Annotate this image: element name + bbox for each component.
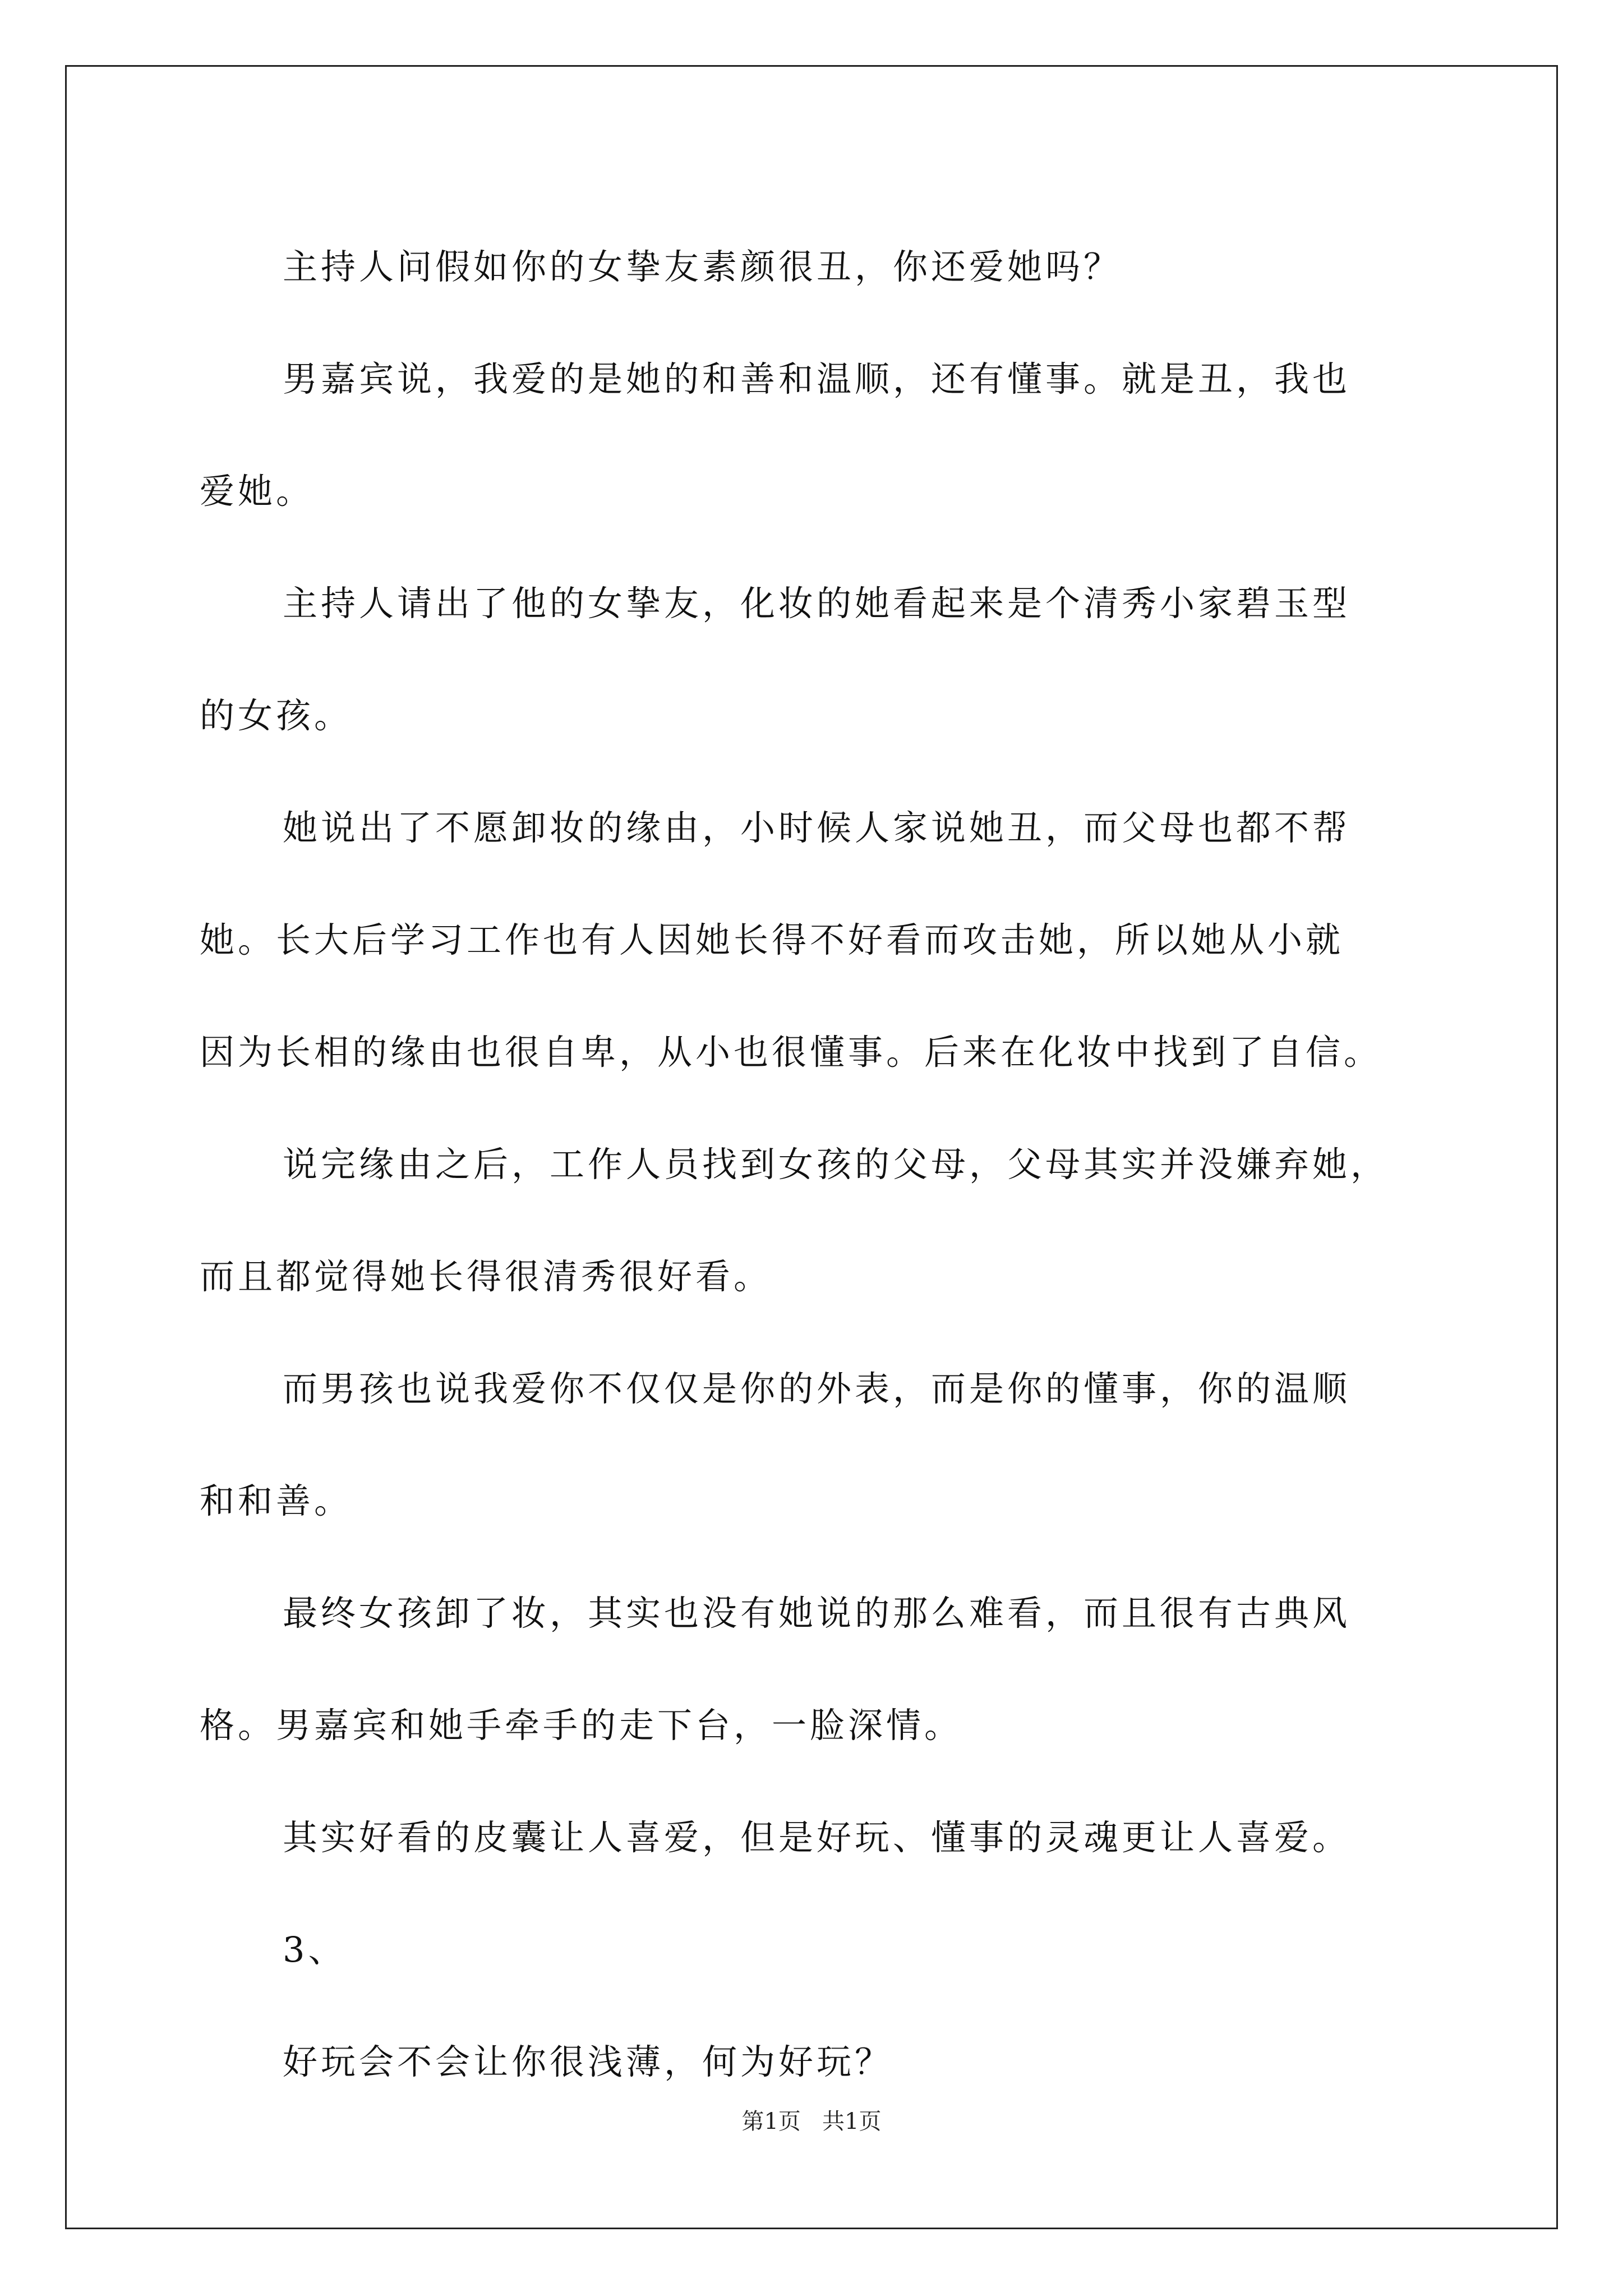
paragraph-7 xyxy=(200,1557,1442,1782)
text-line: 她。长大后学习工作也有人因她长得不好看而攻击她，所以她从小就 xyxy=(200,919,1344,960)
page-footer: 第1页 共1页 xyxy=(741,2109,882,2134)
document-body xyxy=(200,211,1442,2118)
text-line: 而且都觉得她长得很清秀很好看。 xyxy=(200,1256,772,1297)
paragraph-8 xyxy=(200,1782,1442,1894)
paragraph-2 xyxy=(200,323,1442,547)
paragraph-6 xyxy=(200,1333,1442,1557)
text-line: 其实好看的皮囊让人喜爱，但是好玩、懂事的灵魂更让人喜爱。 xyxy=(283,1817,1351,1858)
paragraph-5 xyxy=(200,1108,1442,1333)
section-number: 3、 xyxy=(283,1929,347,1970)
text-line: 最终女孩卸了妆，其实也没有她说的那么难看，而且很有古典风 xyxy=(283,1593,1351,1634)
paragraph-4 xyxy=(200,772,1442,1108)
text-line: 因为长相的缘由也很自卑，从小也很懂事。后来在化妆中找到了自信。 xyxy=(200,1032,1382,1073)
text-line: 主持人请出了他的女挚友，化妆的她看起来是个清秀小家碧玉型 xyxy=(283,583,1351,624)
text-line: 格。男嘉宾和她手牵手的走下台，一脸深情。 xyxy=(200,1705,963,1746)
text-line: 爱她。 xyxy=(200,471,315,512)
text-line: 而男孩也说我爱你不仅仅是你的外表，而是你的懂事，你的温顺 xyxy=(283,1368,1351,1409)
text-line: 说完缘由之后，工作人员找到女孩的父母，父母其实并没嫌弃她， xyxy=(283,1144,1389,1185)
text-line: 的女孩。 xyxy=(200,695,353,736)
paragraph-9 xyxy=(200,1894,1442,2006)
text-line: 好玩会不会让你很浅薄，何为好玩？ xyxy=(283,2041,893,2082)
text-line: 和和善。 xyxy=(200,1480,353,1521)
paragraph-3 xyxy=(200,547,1442,772)
text-line: 男嘉宾说，我爱的是她的和善和温顺，还有懂事。就是丑，我也 xyxy=(283,358,1351,399)
text-line: 主持人问假如你的女挚友素颜很丑，你还爱她吗？ xyxy=(283,246,1122,287)
paragraph-10 xyxy=(200,2006,1442,2118)
paragraph-1 xyxy=(200,211,1442,323)
text-line: 她说出了不愿卸妆的缘由，小时候人家说她丑，而父母也都不帮 xyxy=(283,807,1351,848)
